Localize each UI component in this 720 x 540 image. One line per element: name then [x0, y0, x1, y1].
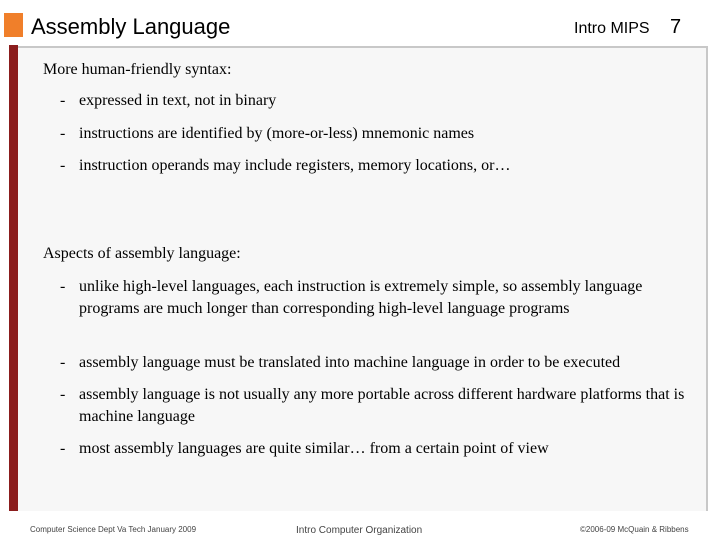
list-item [60, 123, 690, 145]
syntax-heading: More human-friendly syntax: [43, 61, 232, 78]
list-item-text: instructions are identified by (more-or-less) mnemonic names [79, 125, 475, 142]
list-item-text: assembly language is not usually any more portable across different hardware platforms that is machine language [79, 386, 685, 425]
bullet-marker: - [60, 278, 66, 295]
bullet-marker: - [60, 386, 66, 403]
footer-center: Intro Computer Organization [296, 525, 423, 536]
aspects-heading: Aspects of assembly language: [43, 245, 241, 262]
header-divider [18, 46, 708, 48]
page-number: 7 [670, 16, 682, 38]
list-item [60, 438, 690, 460]
list-item-text: instruction operands may include registers, memory locations, or… [79, 157, 511, 174]
list-item-text: expressed in text, not in binary [79, 92, 277, 109]
bullet-marker: - [60, 440, 66, 457]
list-item-text: assembly language must be translated into machine language in order to be executed [79, 354, 621, 371]
bullet-marker: - [60, 157, 66, 174]
list-item [60, 276, 690, 320]
bullet-marker: - [60, 125, 66, 142]
left-accent-bar [9, 45, 18, 511]
list-item-text: most assembly languages are quite similar… from a certain point of view [79, 440, 549, 457]
bullet-marker: - [60, 92, 66, 109]
title-accent-square [4, 13, 23, 37]
section-label: Intro MIPS [574, 20, 650, 37]
list-item [60, 384, 690, 428]
bullet-marker: - [60, 354, 66, 371]
footer-right: ©2006-09 McQuain & Ribbens [580, 525, 689, 534]
footer-left: Computer Science Dept Va Tech January 2009 [30, 525, 197, 534]
list-item [60, 155, 690, 177]
list-item [60, 90, 690, 112]
list-item [60, 352, 690, 374]
slide-title: Assembly Language [31, 14, 231, 39]
list-item-text: unlike high-level languages, each instruction is extremely simple, so assembly language programs are much longer than corresponding high-level language programs [79, 278, 643, 317]
